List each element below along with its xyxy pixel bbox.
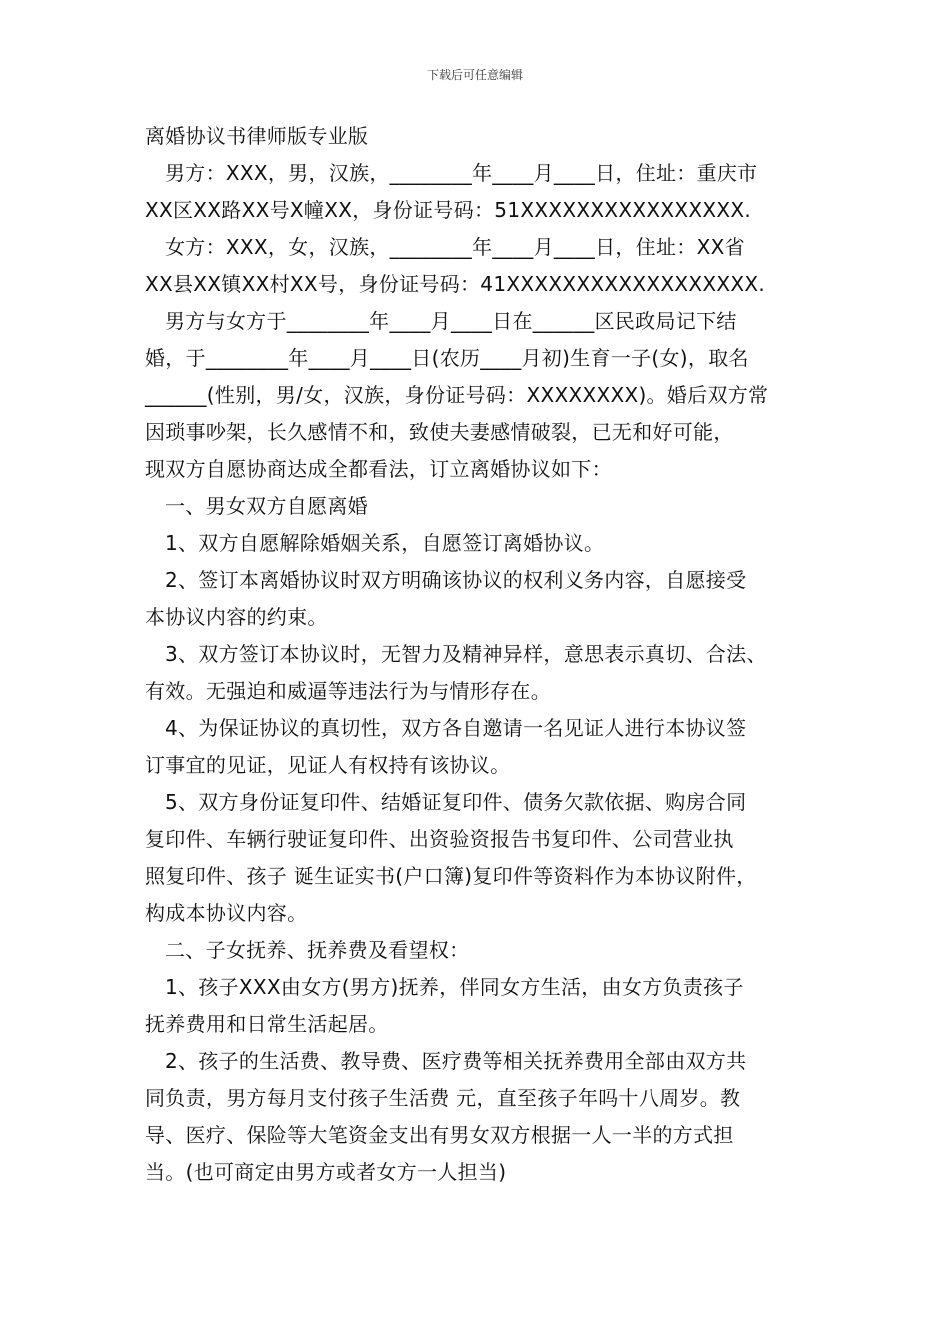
text-line: 照复印件、孩子 诞生证实书(户口簿)复印件等资料作为本协议附件， bbox=[145, 864, 757, 888]
text-line: 有效。无强迫和威逼等违法行为与情形存在。 bbox=[145, 679, 551, 703]
text-line: 构成本协议内容。 bbox=[145, 901, 308, 925]
page-header: 下载后可任意编辑 bbox=[426, 68, 523, 82]
text-line: 订事宜的见证，见证人有权持有该协议。 bbox=[145, 753, 511, 777]
document-body bbox=[145, 118, 835, 1191]
text-line: 因琐事吵架，长久感情不和，致使夫妻感情破裂，已无和好可能， bbox=[145, 420, 734, 444]
document-paragraphs bbox=[145, 155, 835, 1191]
text-line: 2、孩子的生活费、教导费、医疗费等相关抚养费用全部由双方共 bbox=[145, 1049, 747, 1073]
text-line: XX县XX镇XX村XX号，身份证号码：41XXXXXXXXXXXXXXXXXX. bbox=[145, 272, 766, 296]
text-line: 一、男女双方自愿离婚 bbox=[145, 494, 368, 518]
text-line: 现双方自愿协商达成全都看法，订立离婚协议如下： bbox=[145, 457, 612, 481]
document-title: 离婚协议书律师版专业版 bbox=[145, 124, 369, 148]
text-line: 复印件、车辆行驶证复印件、出资验资报告书复印件、公司营业执 bbox=[145, 827, 734, 851]
text-line: XX区XX路XX号X幢XX，身份证号码：51XXXXXXXXXXXXXXXX. bbox=[145, 198, 752, 222]
text-line: 婚，于________年____月____日(农历____月初)生育一子(女)，取名 bbox=[145, 346, 749, 370]
text-line: 4、为保证协议的真切性，双方各自邀请一名见证人进行本协议签 bbox=[145, 716, 747, 740]
text-line: 女方：XXX，女，汉族，________年____月____日，住址：XX省 bbox=[145, 235, 745, 259]
text-line: 5、双方身份证复印件、结婚证复印件、债务欠款依据、购房合同 bbox=[145, 790, 747, 814]
text-line: 同负责，男方每月支付孩子生活费 元，直至孩子年吗十八周岁。教 bbox=[145, 1086, 741, 1110]
text-line: 2、签订本离婚协议时双方明确该协议的权利义务内容，自愿接受 bbox=[145, 568, 747, 592]
text-line: 抚养费用和日常生活起居。 bbox=[145, 1012, 389, 1036]
text-line: 男方：XXX，男，汉族，________年____月____日，住址：重庆市 bbox=[145, 161, 758, 185]
text-line: 当。(也可商定由男方或者女方一人担当) bbox=[145, 1160, 507, 1184]
text-line: 二、子女抚养、抚养费及看望权： bbox=[145, 938, 470, 962]
text-line: ______(性别，男/女，汉族，身份证号码：XXXXXXXX)。婚后双方常 bbox=[145, 383, 769, 407]
text-line: 导、医疗、保险等大笔资金支出有男女双方根据一人一半的方式担 bbox=[145, 1123, 734, 1147]
text-line: 1、双方自愿解除婚姻关系，自愿签订离婚协议。 bbox=[145, 531, 605, 555]
text-line: 本协议内容的约束。 bbox=[145, 605, 328, 629]
text-line: 男方与女方于________年____月____日在______区民政局记下结 bbox=[145, 309, 737, 333]
text-line: 1、孩子XXX由女方(男方)抚养，伴同女方生活，由女方负责孩子 bbox=[145, 975, 744, 999]
text-line: 3、双方签订本协议时，无智力及精神异样，意思表示真切、合法、 bbox=[145, 642, 767, 666]
